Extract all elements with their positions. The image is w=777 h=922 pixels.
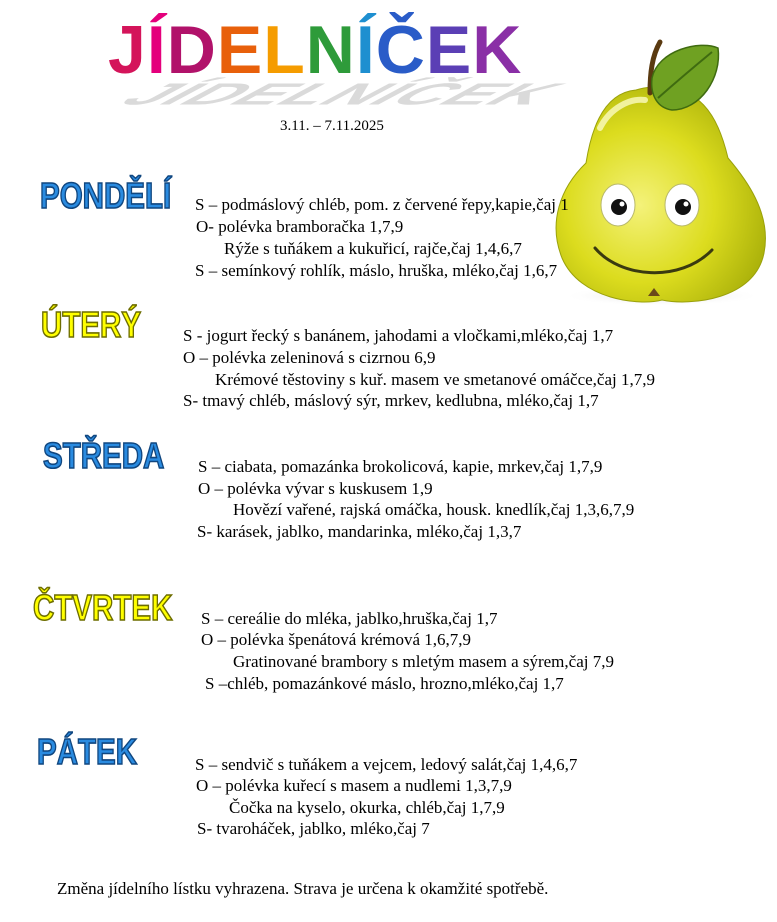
page-title xyxy=(103,10,582,112)
title-shadow: JÍDELNÍČEK xyxy=(103,76,582,112)
menu-line: Gratinované brambory s mletým masem a sýrem,čaj 7,9 xyxy=(233,652,614,671)
menu-line: O- polévka bramboračka 1,7,9 xyxy=(196,217,404,236)
menu-line: Čočka na kyselo, okurka, chléb,čaj 1,7,9 xyxy=(229,798,505,817)
smiling-pear-icon xyxy=(540,38,768,306)
title-letter: K xyxy=(472,12,523,88)
day-heading-friday: PÁTEK xyxy=(37,731,138,772)
menu-line: Krémové těstoviny s kuř. masem ve smetanové omáčce,čaj 1,7,9 xyxy=(215,370,655,389)
menu-line: O – polévka špenátová krémová 1,6,7,9 xyxy=(201,630,472,649)
title-letter: Č xyxy=(375,12,426,88)
menu-line: S – podmáslový chléb, pom. z červené řepy,kapie,čaj 1 xyxy=(195,195,569,214)
footer-note: Změna jídelního lístku vyhrazena. Strava je určena k okamžité spotřebě. xyxy=(57,879,549,898)
menu-line: S – cereálie do mléka, jablko,hruška,čaj 1,7 xyxy=(201,609,498,628)
title-letter: N xyxy=(305,12,356,88)
menu-line: S – semínkový rohlík, máslo, hruška, mléko,čaj 1,6,7 xyxy=(195,261,558,280)
menu-line: O – polévka zeleninová s cizrnou 6,9 xyxy=(183,348,436,367)
day-heading-tuesday: ÚTERÝ xyxy=(41,304,142,345)
menu-line: S – sendvič s tuňákem a vejcem, ledový salát,čaj 1,4,6,7 xyxy=(195,755,578,774)
menu-line: S –chléb, pomazánkové máslo, hrozno,mléko,čaj 1,7 xyxy=(205,674,564,693)
menu-line: S – ciabata, pomazánka brokolicová, kapie, mrkev,čaj 1,7,9 xyxy=(198,457,603,476)
title-letter: Í xyxy=(146,12,167,88)
menu-line: O – polévka vývar s kuskusem 1,9 xyxy=(198,479,433,498)
title-letter: E xyxy=(216,12,264,88)
title-letters xyxy=(108,12,522,88)
title-letter: J xyxy=(108,12,147,88)
menu-line: S- karásek, jablko, mandarinka, mléko,čaj 1,3,7 xyxy=(197,522,522,541)
menu-line: S- tvaroháček, jablko, mléko,čaj 7 xyxy=(197,819,430,838)
day-heading-monday: PONDĚLÍ xyxy=(40,175,172,216)
menu-line: S- tmavý chléb, máslový sýr, mrkev, kedlubna, mléko,čaj 1,7 xyxy=(183,391,599,410)
title-letter: L xyxy=(263,12,306,88)
title-letter: E xyxy=(425,12,473,88)
day-heading-thursday: ČTVRTEK xyxy=(33,587,173,628)
title-letter: Í xyxy=(355,12,376,88)
menu-line: O – polévka kuřecí s masem a nudlemi 1,3,7,9 xyxy=(196,776,512,795)
menu-line: S - jogurt řecký s banánem, jahodami a vločkami,mléko,čaj 1,7 xyxy=(183,326,614,345)
day-heading-wednesday: STŘEDA xyxy=(43,435,165,476)
menu-line: Hovězí vařené, rajská omáčka, housk. knedlík,čaj 1,3,6,7,9 xyxy=(233,500,635,519)
date-range: 3.11. – 7.11.2025 xyxy=(280,118,384,134)
title-letter: D xyxy=(166,12,217,88)
menu-line: Rýže s tuňákem a kukuřicí, rajče,čaj 1,4,6,7 xyxy=(224,239,522,258)
